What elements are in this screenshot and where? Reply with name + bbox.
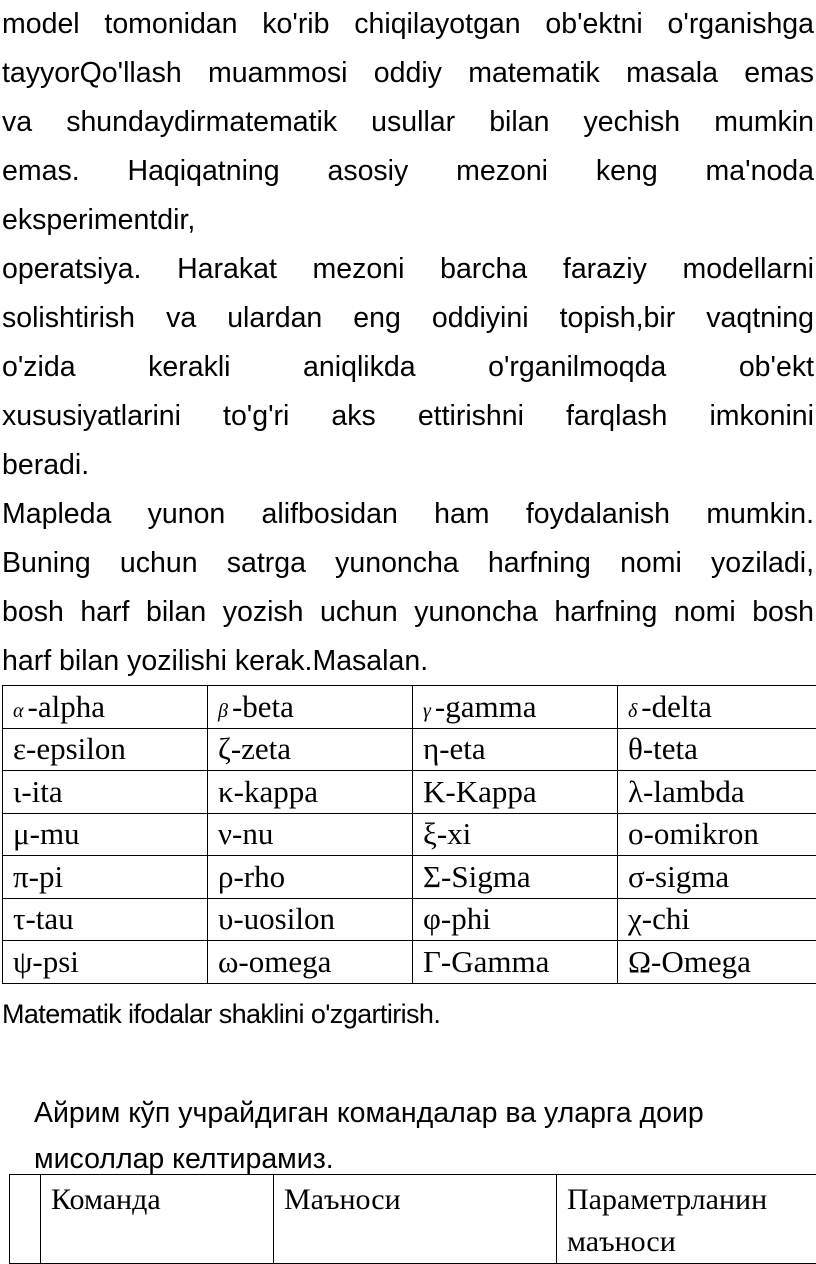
greek-letter-name: ε-epsilon <box>13 731 126 766</box>
text-line: xususiyatlarini to'g'ri aks ettirishni farqlash imkonini <box>2 392 814 441</box>
greek-letter-name: σ-sigma <box>628 859 729 894</box>
greek-letter-name: π-pi <box>13 859 63 894</box>
table-cell <box>413 771 618 814</box>
greek-letter-name: θ-teta <box>628 731 698 766</box>
table-cell <box>413 686 618 729</box>
greek-letter-name: μ-mu <box>13 816 80 851</box>
greek-letter-name: ρ-rho <box>218 859 285 894</box>
text-line: harf bilan yozilishi kerak.Masalan. <box>2 637 814 686</box>
greek-letter-name: ψ-psi <box>13 944 79 979</box>
greek-letter-name: ο-omikron <box>628 816 759 851</box>
text-line: beradi. <box>2 441 814 490</box>
greek-letter-name: ξ-xi <box>423 816 471 851</box>
paragraph-intro <box>2 0 814 245</box>
table-cell <box>3 771 208 814</box>
table-cell <box>618 941 816 984</box>
table-cell <box>413 813 618 856</box>
greek-letter-name: -gamma <box>435 689 537 724</box>
table-cell <box>208 686 413 729</box>
greek-letter-name: ζ-zeta <box>218 731 291 766</box>
table-row <box>3 686 816 729</box>
table-cell <box>208 771 413 814</box>
table-cell <box>618 728 816 771</box>
greek-letter-name: -delta <box>641 689 712 724</box>
table-cell <box>3 941 208 984</box>
text-line: bosh harf bilan yozish uchun yunoncha harfning nomi bosh <box>2 588 814 637</box>
table-cell <box>208 813 413 856</box>
greek-letter-name: υ-uosilon <box>218 901 335 936</box>
header-cell-command: Команда <box>41 1175 274 1264</box>
text-line: solishtirish va ulardan eng oddiyini topish,bir vaqtning <box>2 294 814 343</box>
greek-letter-name: Γ-Gamma <box>423 944 549 979</box>
text-line: operatsiya. Harakat mezoni barcha faraziy modellarni <box>2 245 814 294</box>
greek-letter-name: ν-nu <box>218 816 273 851</box>
table-cell <box>413 728 618 771</box>
text-line: o'zida kerakli aniqlikda o'rganilmoqda ob'ekt <box>2 343 814 392</box>
table-cell <box>208 856 413 899</box>
paragraph-greek-alphabet <box>2 490 814 686</box>
text-line: eksperimentdir, <box>2 196 814 245</box>
greek-letter-name: ι-ita <box>13 774 63 809</box>
table-cell <box>413 856 618 899</box>
table-cell <box>618 898 816 941</box>
greek-letter-name: χ-chi <box>628 901 690 936</box>
table-cell <box>618 771 816 814</box>
greek-letter-name: ω-omega <box>218 944 331 979</box>
header-cell-parameters: Параметрланин маъноси <box>557 1175 816 1264</box>
greek-letter-name: τ-tau <box>13 901 74 936</box>
paragraph-operation <box>2 245 814 490</box>
greek-symbol: δ <box>628 700 637 722</box>
greek-letter-name: Ω-Omega <box>628 944 751 979</box>
table-cell <box>413 941 618 984</box>
text-line: tayyorQo'llash muammosi oddiy matematik masala emas <box>2 49 814 98</box>
table-cell <box>3 686 208 729</box>
greek-letter-name: -alpha <box>28 689 105 724</box>
table-row <box>3 856 816 899</box>
table-cell <box>208 898 413 941</box>
greek-symbol: α <box>13 700 24 722</box>
table-row <box>3 771 816 814</box>
text-line: model tomonidan ko'rib chiqilayotgan ob'ektni o'rganishga <box>2 0 814 49</box>
greek-letter-name: η-eta <box>423 731 486 766</box>
table-cell <box>208 728 413 771</box>
greek-letter-name: φ-phi <box>423 901 491 936</box>
table-row <box>3 898 816 941</box>
table-cell <box>618 813 816 856</box>
greek-symbol: γ <box>423 700 431 722</box>
greek-letter-name: -beta <box>232 689 294 724</box>
section-heading: Matematik ifodalar shaklini o'zgartirish. <box>2 992 440 1036</box>
paragraph-commands-intro: Айрим кўп учрайдиган командалар ва уларга доир мисоллар келтирамиз. <box>34 1090 794 1182</box>
table-cell <box>413 898 618 941</box>
table-row <box>3 813 816 856</box>
table-header-row <box>10 1175 816 1264</box>
commands-table <box>9 1174 816 1264</box>
text-line: emas. Haqiqatning asosiy mezoni keng ma'noda <box>2 147 814 196</box>
header-cell-index <box>10 1175 41 1264</box>
table-row <box>3 728 816 771</box>
table-cell <box>618 686 816 729</box>
table-cell <box>3 728 208 771</box>
greek-letter-name: κ-kappa <box>218 774 318 809</box>
table-row <box>3 941 816 984</box>
greek-letter-name: Κ-Kappa <box>423 774 537 809</box>
table-cell <box>618 856 816 899</box>
table-cell <box>3 813 208 856</box>
greek-letter-name: λ-lambda <box>628 774 745 809</box>
header-cell-meaning: Маъноси <box>274 1175 557 1264</box>
greek-symbol: β <box>218 700 228 722</box>
greek-letter-name: Σ-Sigma <box>423 859 531 894</box>
table-cell <box>208 941 413 984</box>
table-cell <box>3 856 208 899</box>
table-cell <box>3 898 208 941</box>
text-line: va shundaydirmatematik usullar bilan yechish mumkin <box>2 98 814 147</box>
text-line: Mapleda yunon alifbosidan ham foydalanish mumkin. <box>2 490 814 539</box>
greek-letters-table <box>2 685 816 984</box>
text-line: Buning uchun satrga yunoncha harfning nomi yoziladi, <box>2 539 814 588</box>
